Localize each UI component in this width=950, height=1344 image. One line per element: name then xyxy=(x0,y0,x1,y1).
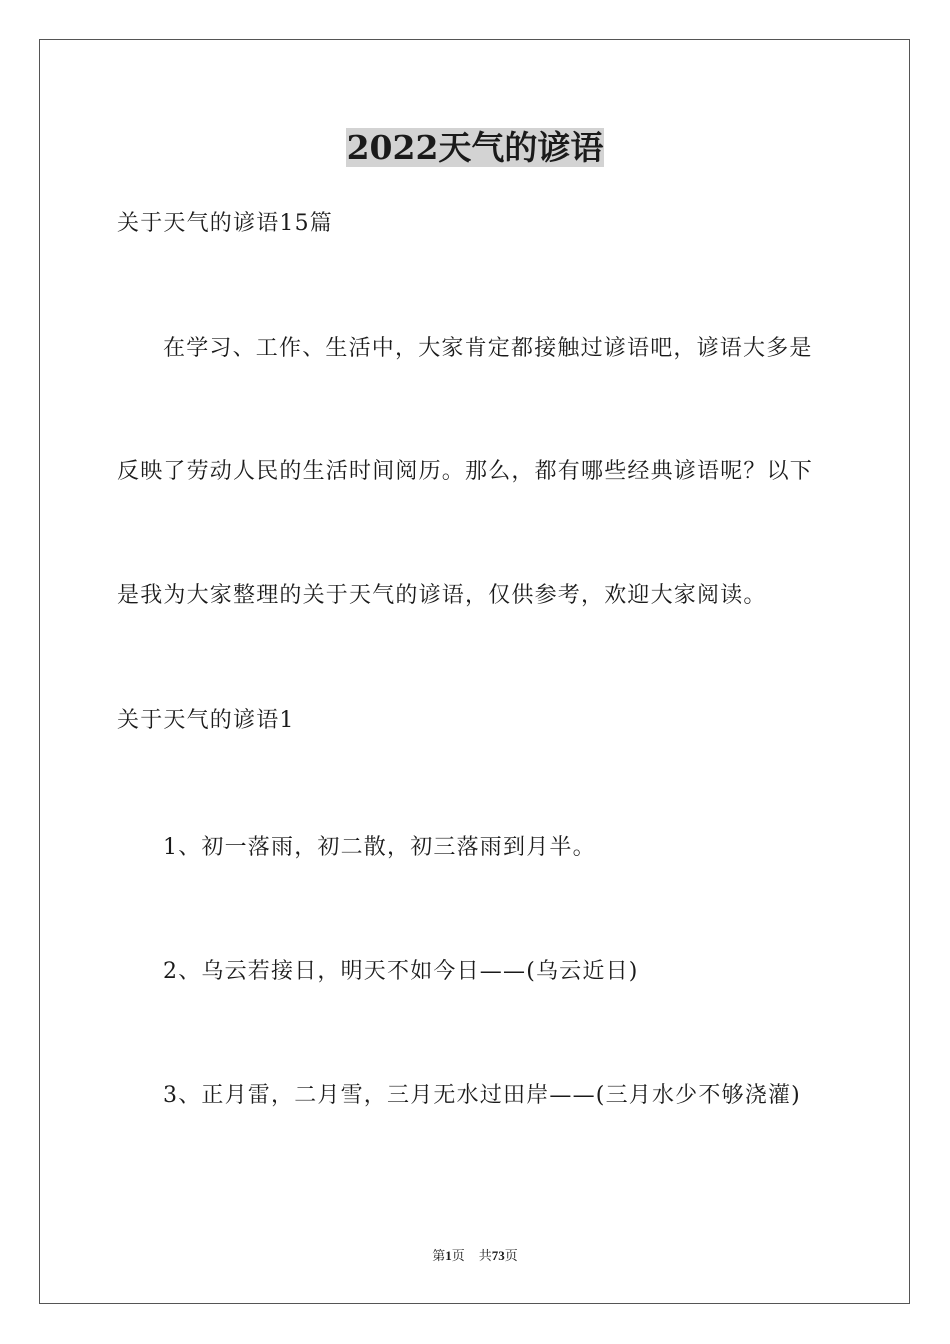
page-footer xyxy=(0,1246,950,1266)
document-subtitle: 关于天气的谚语15篇 xyxy=(117,211,333,236)
section-heading: 关于天气的谚语1 xyxy=(117,708,295,733)
footer-page-suffix: 页 xyxy=(451,1248,465,1263)
intro-line-1: 在学习、工作、生活中，大家肯定都接触过谚语吧，谚语大多是 xyxy=(163,336,813,361)
document-title-text: 2022天气的谚语 xyxy=(346,128,604,167)
intro-line-2: 反映了劳动人民的生活时间阅历。那么，都有哪些经典谚语呢？以下 xyxy=(117,459,814,484)
list-item: 3、正月雷，二月雪，三月无水过田岸——(三月水少不够浇灌) xyxy=(163,1083,801,1108)
document-title xyxy=(0,124,950,172)
list-item: 1、初一落雨，初二散，初三落雨到月半。 xyxy=(163,835,596,860)
footer-page-number: 1 xyxy=(445,1248,452,1263)
footer-total-pages: 73 xyxy=(491,1248,505,1263)
footer-page-prefix: 第 xyxy=(432,1248,446,1263)
footer-total-suffix: 页 xyxy=(504,1248,518,1263)
footer-total-prefix: 共 xyxy=(478,1248,492,1263)
list-item: 2、乌云若接日，明天不如今日——(乌云近日) xyxy=(163,959,639,984)
intro-line-3: 是我为大家整理的关于天气的谚语，仅供参考，欢迎大家阅读。 xyxy=(117,583,767,608)
